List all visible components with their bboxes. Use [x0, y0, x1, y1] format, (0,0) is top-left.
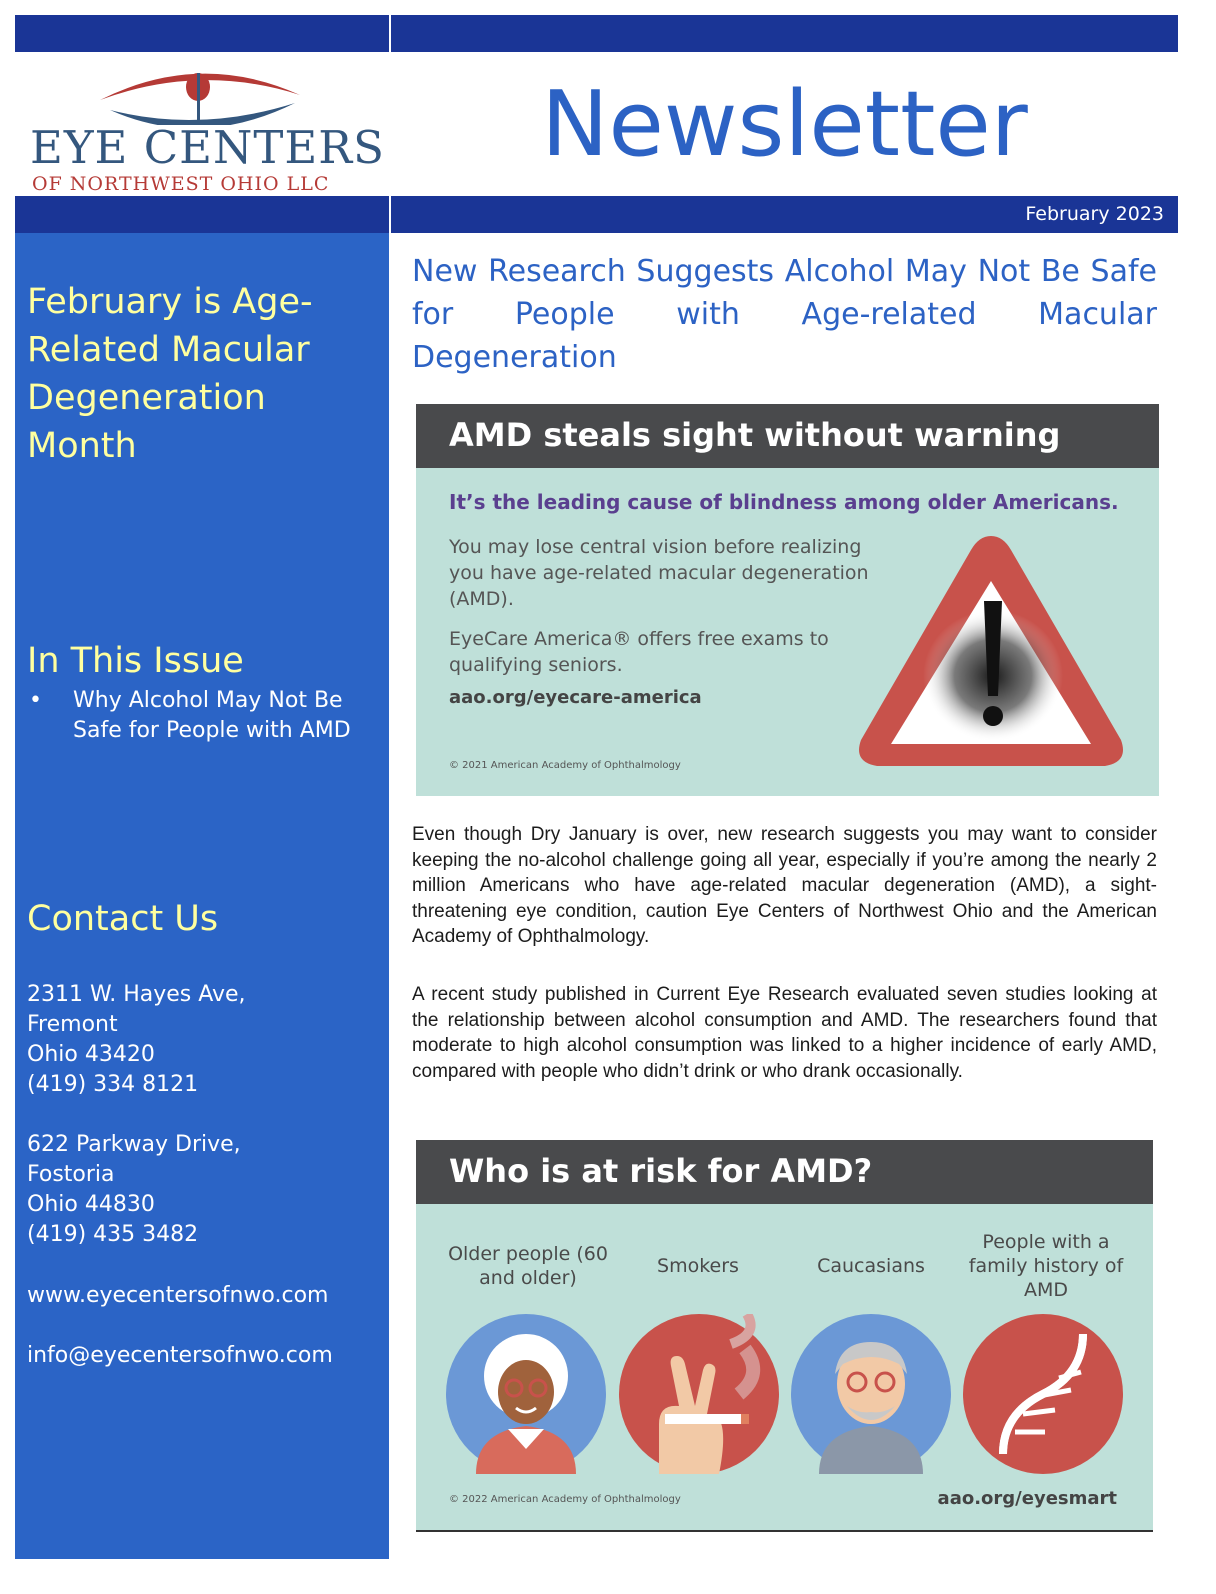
issue-date: February 2023 — [1025, 203, 1164, 225]
infographic-text: EyeCare America® offers free exams to qualifying seniors. — [449, 628, 829, 676]
infographic-header — [416, 404, 1159, 468]
date-bar-left — [15, 196, 389, 233]
top-bar-left — [15, 15, 389, 52]
warning-triangle-icon — [853, 526, 1129, 776]
eyesmart-link[interactable]: aao.org/eyesmart — [937, 1488, 1117, 1509]
address-city: Fremont — [27, 1012, 118, 1037]
phone-number[interactable]: (419) 435 3482 — [27, 1222, 199, 1247]
logo-subname: OF NORTHWEST OHIO LLC — [32, 173, 330, 194]
website-link[interactable]: www.eyecentersofnwo.com — [27, 1283, 329, 1308]
address-state-zip: Ohio 43420 — [27, 1042, 155, 1067]
amd-risk-infographic — [416, 1140, 1153, 1532]
cigarette-hand-icon — [619, 1314, 779, 1474]
logo-name: EYE CENTERS — [30, 121, 385, 174]
bullet-icon: • — [29, 688, 42, 713]
feature-heading: February is Age-Related Macular Degeneration Month — [27, 282, 313, 466]
infographic-heading: AMD steals sight without warning — [449, 416, 1061, 454]
address-street: 622 Parkway Drive, — [27, 1132, 241, 1157]
risk-group-label: Smokers — [657, 1255, 739, 1277]
top-bar-right — [391, 15, 1178, 52]
issue-list — [27, 686, 387, 746]
risk-group-label: Caucasians — [817, 1255, 925, 1277]
location-fremont — [27, 980, 377, 1100]
risk-group-label: People with a family history of AMD — [968, 1231, 1124, 1301]
risk-group-label: Older people (60 and older) — [448, 1243, 608, 1289]
address-state-zip: Ohio 44830 — [27, 1192, 155, 1217]
newsletter-title: Newsletter — [541, 72, 1028, 177]
eyecare-america-link[interactable]: aao.org/eyecare-america — [449, 687, 702, 708]
location-fostoria — [27, 1130, 377, 1250]
article-title: New Research Suggests Alcohol May Not Be Safe for People with Age-related Macular Degeneration — [412, 254, 1157, 375]
phone-number[interactable]: (419) 334 8121 — [27, 1072, 199, 1097]
infographic-header — [416, 1140, 1153, 1204]
eye-logo-icon — [90, 55, 310, 125]
address-city: Fostoria — [27, 1162, 115, 1187]
email-link[interactable]: info@eyecentersofnwo.com — [27, 1343, 333, 1368]
infographic-text: You may lose central vision before realizing you have age-related macular degeneration (AMD). — [449, 536, 869, 610]
infographic-heading: Who is at risk for AMD? — [449, 1152, 873, 1190]
copyright-text: © 2021 American Academy of Ophthalmology — [449, 760, 681, 771]
amd-warning-infographic — [416, 404, 1159, 796]
issue-list-item[interactable] — [27, 686, 387, 746]
older-woman-icon — [446, 1314, 606, 1474]
address-street: 2311 W. Hayes Ave, — [27, 982, 246, 1007]
article-paragraph: A recent study published in Current Eye Research evaluated seven studies looking at the relationship between alcohol consumption and AMD. The researchers found that moderate to high alcohol consumption was linked to a higher incidence of early AMD, compared with people who didn’t drink or who drank occasionally. — [412, 984, 1157, 1082]
dna-icon — [963, 1314, 1123, 1474]
infographic-subheading: It’s the leading cause of blindness among older Americans. — [449, 490, 1119, 514]
issue-item-label: Why Alcohol May Not Be Safe for People with AMD — [73, 688, 351, 743]
issue-heading: In This Issue — [27, 641, 244, 681]
copyright-text: © 2022 American Academy of Ophthalmology — [449, 1494, 681, 1505]
older-man-icon — [791, 1314, 951, 1474]
article-paragraph: Even though Dry January is over, new research suggests you may want to consider keeping the no-alcohol challenge going all year, especially if you’re among the nearly 2 million Americans who have age-related macular degeneration (AMD), a sight-threatening eye condition, caution Eye Centers of Northwest Ohio and the American Academy of Ophthalmology. — [412, 824, 1157, 947]
contact-heading: Contact Us — [27, 899, 219, 939]
